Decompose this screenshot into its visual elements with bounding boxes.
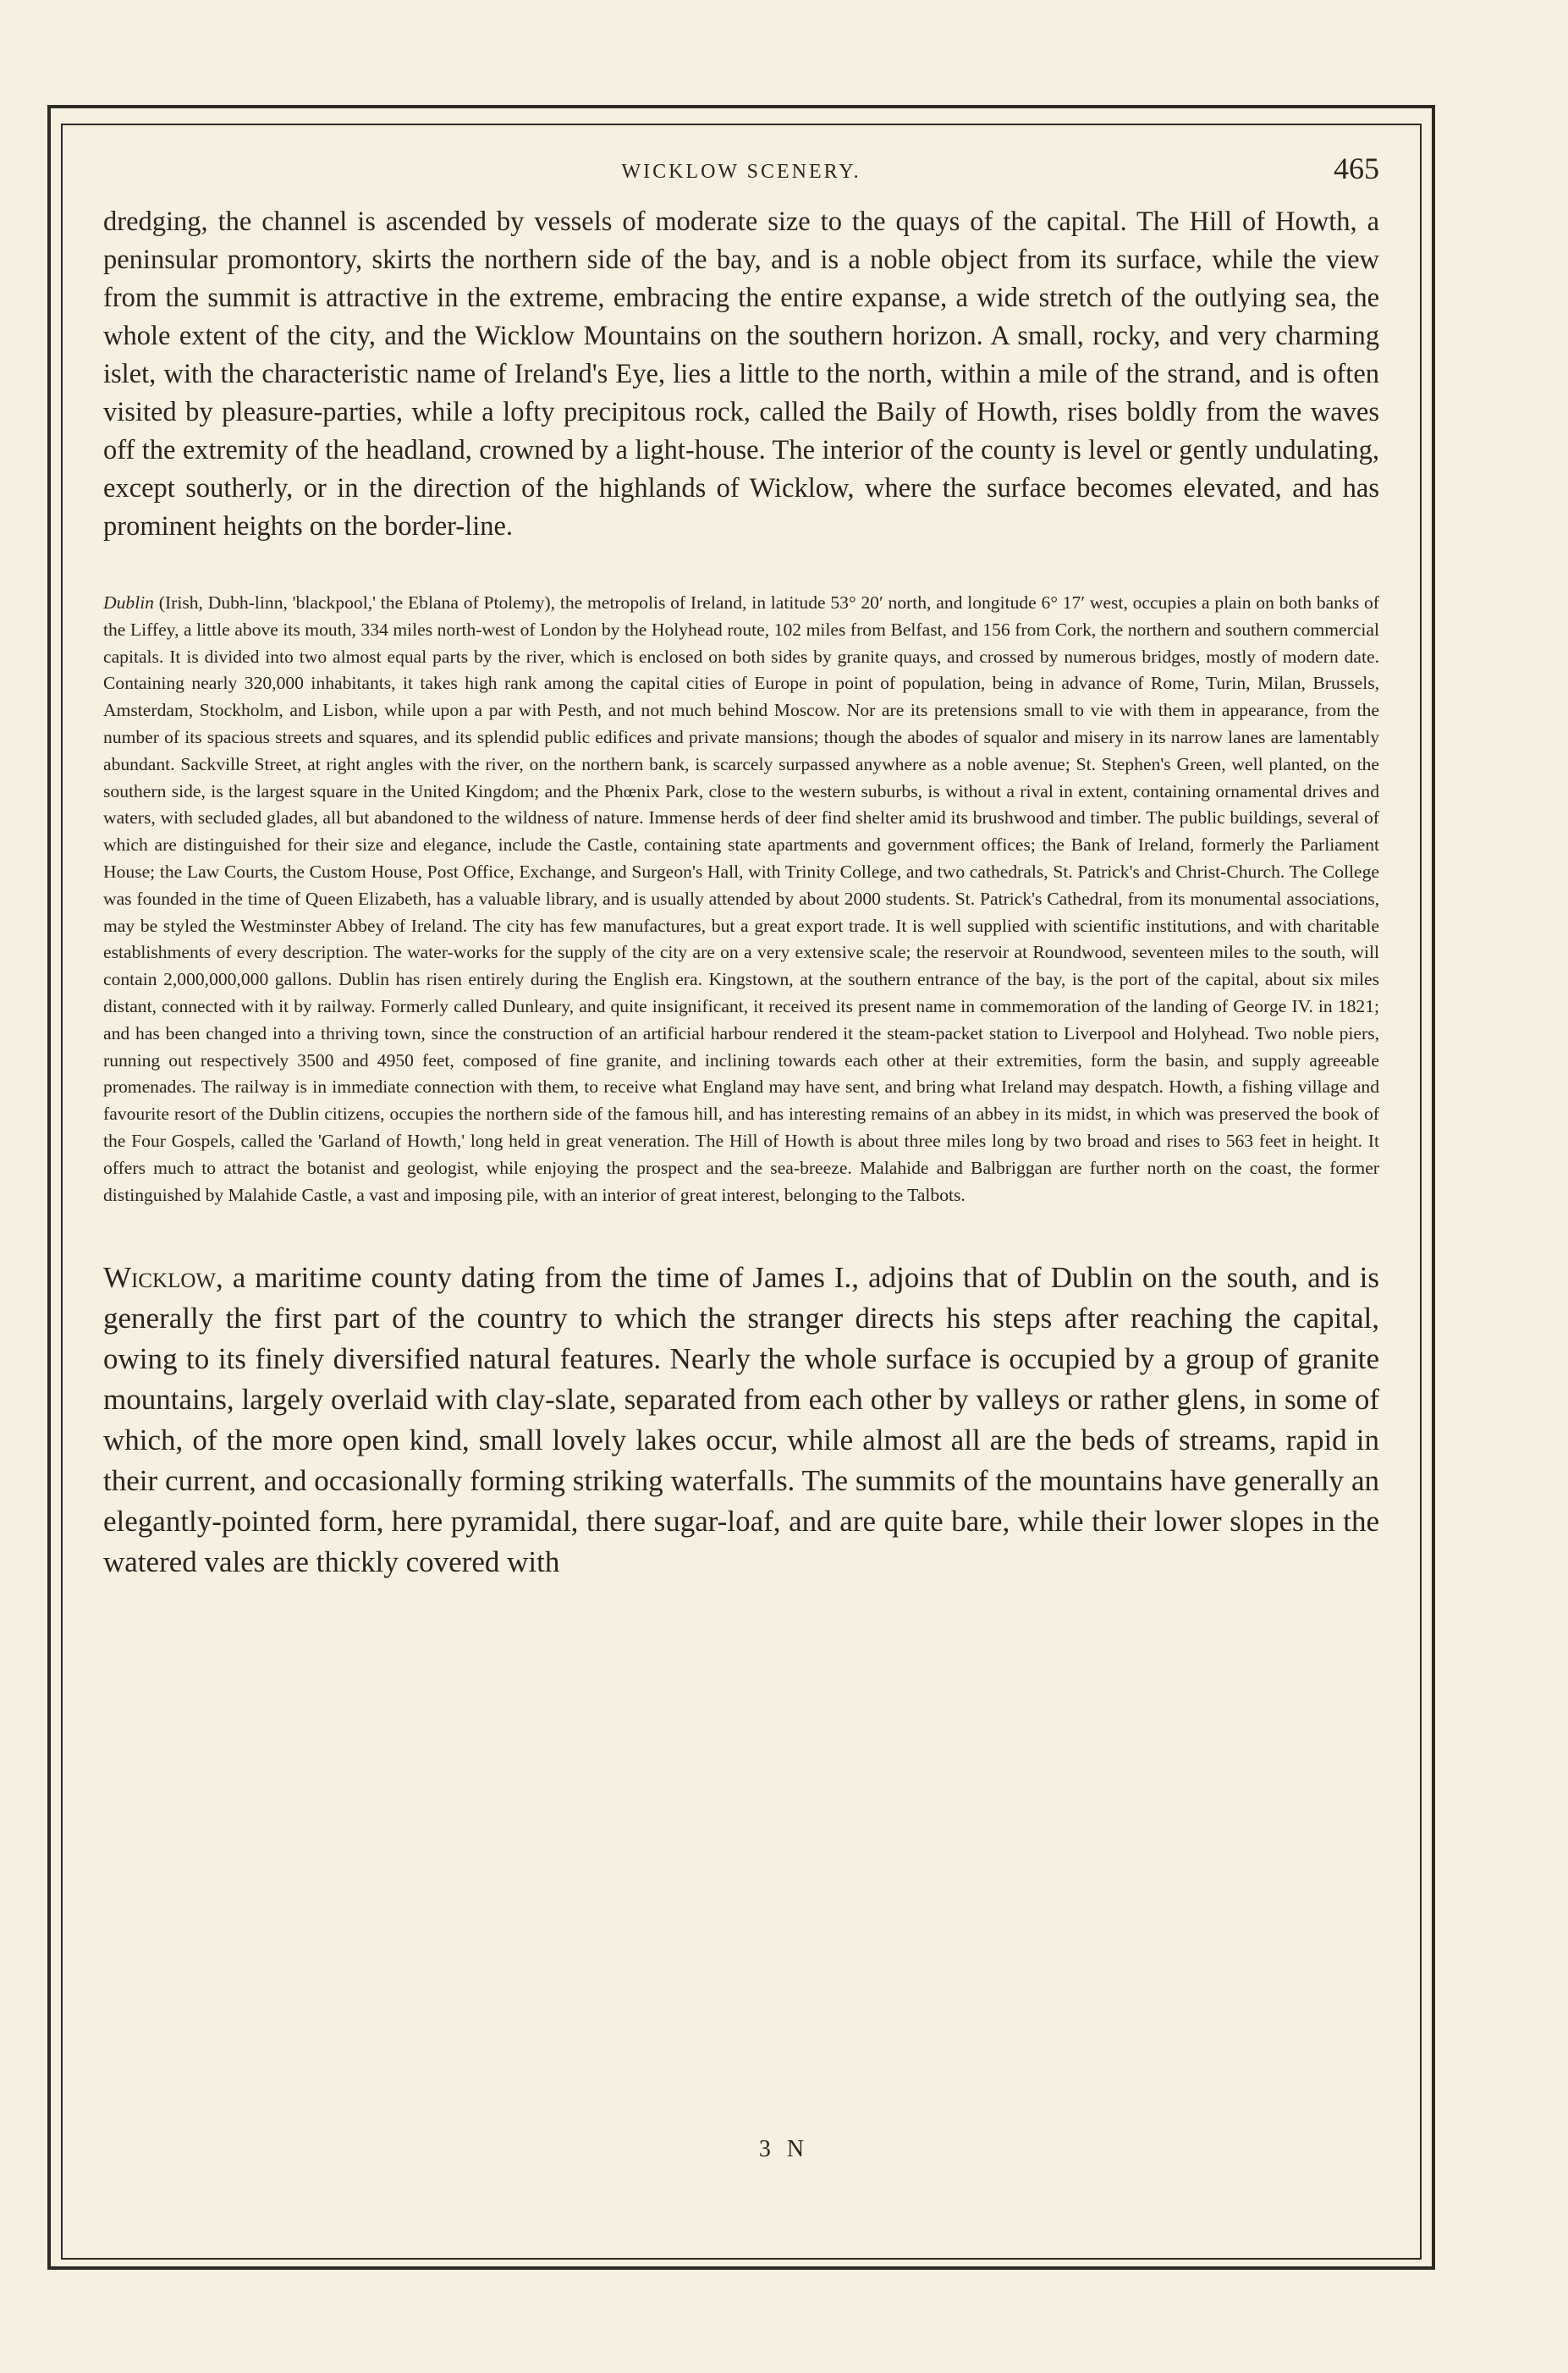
running-head xyxy=(103,152,1379,203)
page-content xyxy=(103,152,1379,1583)
wicklow-paragraph-text: , a maritime county dating from the time of James I., adjoins that of Dublin on the south, and is generally the first part of the country to which the stranger directs his steps after reaching the capital, owing to its finely diversified natural features. Nearly the whole surface is occupied by a group of granite mountains, largely overlaid with clay-slate, separated from each other by valleys or rather glens, in some of which, of the more open kind, small lovely lakes occur, while almost all are the beds of streams, rapid in their current, and occasionally forming striking waterfalls. The summits of the mountains have generally an elegantly-pointed form, here pyramidal, there sugar-loaf, and are quite bare, while their lower slopes in the watered vales are thickly covered with xyxy=(103,1261,1379,1579)
wicklow-paragraph xyxy=(103,1258,1379,1583)
signature-mark: 3 N xyxy=(758,2136,810,2162)
dublin-paragraph-text: (Irish, Dubh-linn, 'blackpool,' the Eblana of Ptolemy), the metropolis of Ireland, in latitude 53° 20′ north, and longitude 6° 17′ west, occupies a plain on both banks of the Liffey, a little above its mouth, 334 miles north-west of London by the Holyhead route, 102 miles from Belfast, and 156 from Cork, the northern and southern commercial capitals. It is divided into two almost equal parts by the river, which is enclosed on both sides by granite quays, and crossed by numerous bridges, mostly of modern date. Containing nearly 320,000 inhabitants, it takes high rank among the capital cities of Europe in point of population, being in advance of Rome, Turin, Milan, Brussels, Amsterdam, Stockholm, and Lisbon, while upon a par with Pesth, and not much behind Moscow. Nor are its pretensions small to vie with them in appearance, from the number of its spacious streets and squares, and its splendid public edifices and private mansions; though the abodes of squalor and misery in its narrow lanes are lamentably abundant. Sackville Street, at right angles with the river, on the northern bank, is scarcely surpassed anywhere as a noble avenue; St. Stephen's Green, well planted, on the southern side, is the largest square in the United Kingdom; and the Phœnix Park, close to the western suburbs, is without a rival in extent, containing ornamental drives and waters, with secluded glades, all but abandoned to the wildness of nature. Immense herds of deer find shelter amid its brushwood and timber. The public buildings, several of which are distinguished for their size and elegance, include the Castle, containing state apartments and government offices; the Bank of Ireland, formerly the Parliament House; the Law Courts, the Custom House, Post Office, Exchange, and Surgeon's Hall, with Trinity College, and two cathedrals, St. Patrick's and Christ-Church. The College was founded in the time of Queen Elizabeth, has a valuable library, and is usually attended by about 2000 students. St. Patrick's Cathedral, from its monumental associations, may be styled the Westminster Abbey of Ireland. The city has few manufactures, but a great export trade. It is well supplied with scientific institutions, and with charitable establishments of every description. The water-works for the supply of the city are on a very extensive scale; the reservoir at Roundwood, seventeen miles to the south, will contain 2,000,000,000 gallons. Dublin has risen entirely during the English era. Kingstown, at the southern entrance of the bay, is the port of the capital, about six miles distant, connected with it by railway. Formerly called Dunleary, and quite insignificant, it received its present name in commemoration of the landing of George IV. in 1821; and has been changed into a thriving town, since the construction of an artificial harbour rendered it the steam-packet station to Liverpool and Holyhead. Two noble piers, running out respectively 3500 and 4950 feet, composed of fine granite, and inclining towards each other at their extremities, form the basin, and supply agreeable promenades. The railway is in immediate connection with them, to receive what England may have sent, and bring what Ireland may despatch. Howth, a fishing village and favourite resort of the Dublin citizens, occupies the northern side of the famous hill, and has interesting remains of an abbey in its midst, in which was preserved the book of the Four Gospels, called the 'Garland of Howth,' long held in great veneration. The Hill of Howth is about three miles long by two broad and rises to 563 feet in height. It offers much to attract the botanist and geologist, while enjoying the prospect and the sea-breeze. Malahide and Balbriggan are further north on the coast, the former distinguished by Malahide Castle, a vast and imposing pile, with an interior of great interest, belonging to the Talbots. xyxy=(103,592,1379,1205)
dublin-lead-word: Dublin xyxy=(103,592,154,613)
dublin-paragraph xyxy=(103,590,1379,1209)
page-number: 465 xyxy=(1334,151,1379,185)
intro-paragraph: dredging, the channel is ascended by vessels of moderate size to the quays of the capital. The Hill of Howth, a peninsular promontory, skirts the northern side of the bay, and is a noble object from its surface, while the view from the summit is attractive in the extreme, embracing the entire expanse, a wide stretch of the outlying sea, the whole extent of the city, and the Wicklow Mountains on the southern horizon. A small, rocky, and very charming islet, with the characteristic name of Ireland's Eye, lies a little to the north, within a mile of the strand, and is often visited by pleasure-parties, while a lofty precipitous rock, called the Baily of Howth, rises boldly from the waves off the extremity of the headland, crowned by a light-house. The interior of the county is level or gently undulating, except southerly, or in the direction of the highlands of Wicklow, where the surface becomes elevated, and has prominent heights on the border-line. xyxy=(103,206,1379,542)
wicklow-lead-word: Wicklow xyxy=(103,1261,217,1295)
running-title: WICKLOW SCENERY. xyxy=(621,161,861,183)
